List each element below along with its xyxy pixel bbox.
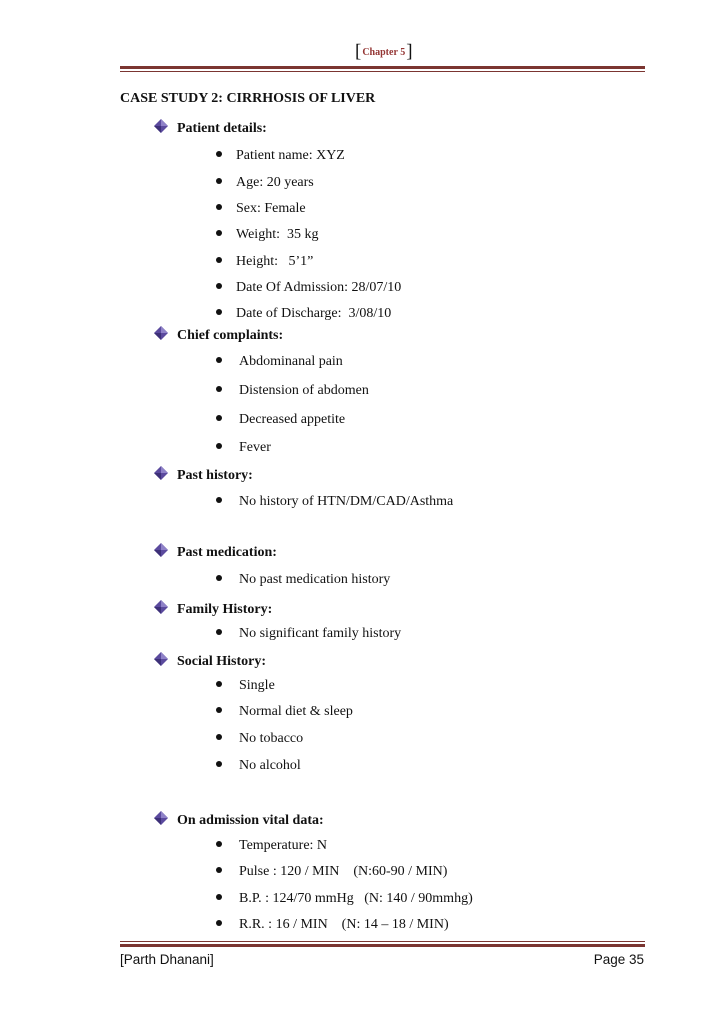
section-heading-text: On admission vital data: <box>177 813 324 828</box>
list-item-text: No alcohol <box>239 758 301 773</box>
bullet-dot-icon <box>216 681 222 687</box>
list-item <box>216 201 306 217</box>
list-item <box>216 678 275 694</box>
bullet-dot-icon <box>216 761 222 767</box>
footer-page-number: Page 35 <box>593 952 644 967</box>
running-header <box>355 42 413 63</box>
list-item-text: Height: 5’1” <box>236 254 314 269</box>
diamond-icon <box>154 326 168 345</box>
bullet-dot-icon <box>216 386 222 392</box>
section-heading-text: Social History: <box>177 654 267 669</box>
footer-rule-thick <box>120 944 645 947</box>
list-item-text: B.P. : 124/70 mmHg (N: 140 / 90mmhg) <box>239 891 473 906</box>
list-item <box>216 440 271 456</box>
list-item-text: Weight: 35 kg <box>236 227 319 242</box>
list-item <box>216 864 447 880</box>
list-item <box>216 917 449 933</box>
header-rule-thin <box>120 71 645 72</box>
list-item <box>216 838 327 854</box>
bullet-dot-icon <box>216 575 222 581</box>
list-item <box>216 227 318 243</box>
section-heading-text: Chief complaints: <box>177 328 284 343</box>
bullet-dot-icon <box>216 415 222 421</box>
list-item-text: Abdominanal pain <box>239 354 343 369</box>
bullet-dot-icon <box>216 443 222 449</box>
bullet-dot-icon <box>216 707 222 713</box>
list-item-text: Decreased appetite <box>239 412 346 427</box>
section-heading <box>154 466 253 485</box>
section-heading-text: Past history: <box>177 468 253 483</box>
list-item <box>216 412 345 428</box>
list-item <box>216 280 401 296</box>
section-heading <box>154 600 272 619</box>
list-item-text: Sex: Female <box>236 201 306 216</box>
diamond-icon <box>154 119 168 138</box>
list-item-text: No past medication history <box>239 572 391 587</box>
section-heading-text: Past medication: <box>177 545 277 560</box>
list-item <box>216 572 390 588</box>
list-item <box>216 148 345 164</box>
diamond-icon <box>154 811 168 830</box>
list-item <box>216 354 343 370</box>
bullet-dot-icon <box>216 204 222 210</box>
list-item <box>216 731 303 747</box>
header-rule-thick <box>120 66 645 69</box>
case-study-title: CASE STUDY 2: CIRRHOSIS OF LIVER <box>120 91 376 106</box>
list-item-text: Temperature: N <box>239 838 328 853</box>
bullet-dot-icon <box>216 734 222 740</box>
bullet-dot-icon <box>216 230 222 236</box>
list-item-text: Pulse : 120 / MIN (N:60-90 / MIN) <box>239 864 448 879</box>
bullet-dot-icon <box>216 920 222 926</box>
bullet-dot-icon <box>216 867 222 873</box>
section-heading <box>154 326 283 345</box>
diamond-icon <box>154 466 168 485</box>
footer-author: [Parth Dhanani] <box>120 952 214 967</box>
header-bracket-right: ] <box>406 41 413 62</box>
section-heading <box>154 652 266 671</box>
list-item-text: Single <box>239 678 275 693</box>
list-item <box>216 383 369 399</box>
list-item-text: Date of Discharge: 3/08/10 <box>236 306 392 321</box>
list-item-text: No history of HTN/DM/CAD/Asthma <box>239 494 454 509</box>
diamond-icon <box>154 543 168 562</box>
list-item-text: Fever <box>239 440 271 455</box>
list-item <box>216 306 391 322</box>
section-heading <box>154 119 267 138</box>
bullet-dot-icon <box>216 357 222 363</box>
bullet-dot-icon <box>216 283 222 289</box>
list-item <box>216 626 401 642</box>
list-item <box>216 891 473 907</box>
chapter-label: Chapter 5 <box>362 47 406 58</box>
list-item-text: Distension of abdomen <box>239 383 369 398</box>
diamond-icon <box>154 652 168 671</box>
diamond-icon <box>154 600 168 619</box>
header-bracket-left: [ <box>355 41 362 62</box>
list-item-text: Age: 20 years <box>236 175 314 190</box>
bullet-dot-icon <box>216 497 222 503</box>
bullet-dot-icon <box>216 309 222 315</box>
list-item-text: Patient name: XYZ <box>236 148 345 163</box>
list-item <box>216 758 301 774</box>
list-item <box>216 704 353 720</box>
bullet-dot-icon <box>216 841 222 847</box>
list-item-text: Normal diet & sleep <box>239 704 353 719</box>
list-item <box>216 494 453 510</box>
footer-rule-thin <box>120 941 645 942</box>
list-item-text: R.R. : 16 / MIN (N: 14 – 18 / MIN) <box>239 917 449 932</box>
bullet-dot-icon <box>216 257 222 263</box>
list-item-text: No tobacco <box>239 731 304 746</box>
section-heading <box>154 543 277 562</box>
section-heading <box>154 811 324 830</box>
list-item <box>216 254 313 270</box>
bullet-dot-icon <box>216 178 222 184</box>
section-heading-text: Patient details: <box>177 121 267 136</box>
list-item-text: No significant family history <box>239 626 402 641</box>
bullet-dot-icon <box>216 151 222 157</box>
section-heading-text: Family History: <box>177 602 273 617</box>
bullet-dot-icon <box>216 894 222 900</box>
bullet-dot-icon <box>216 629 222 635</box>
list-item-text: Date Of Admission: 28/07/10 <box>236 280 402 295</box>
list-item <box>216 175 314 191</box>
